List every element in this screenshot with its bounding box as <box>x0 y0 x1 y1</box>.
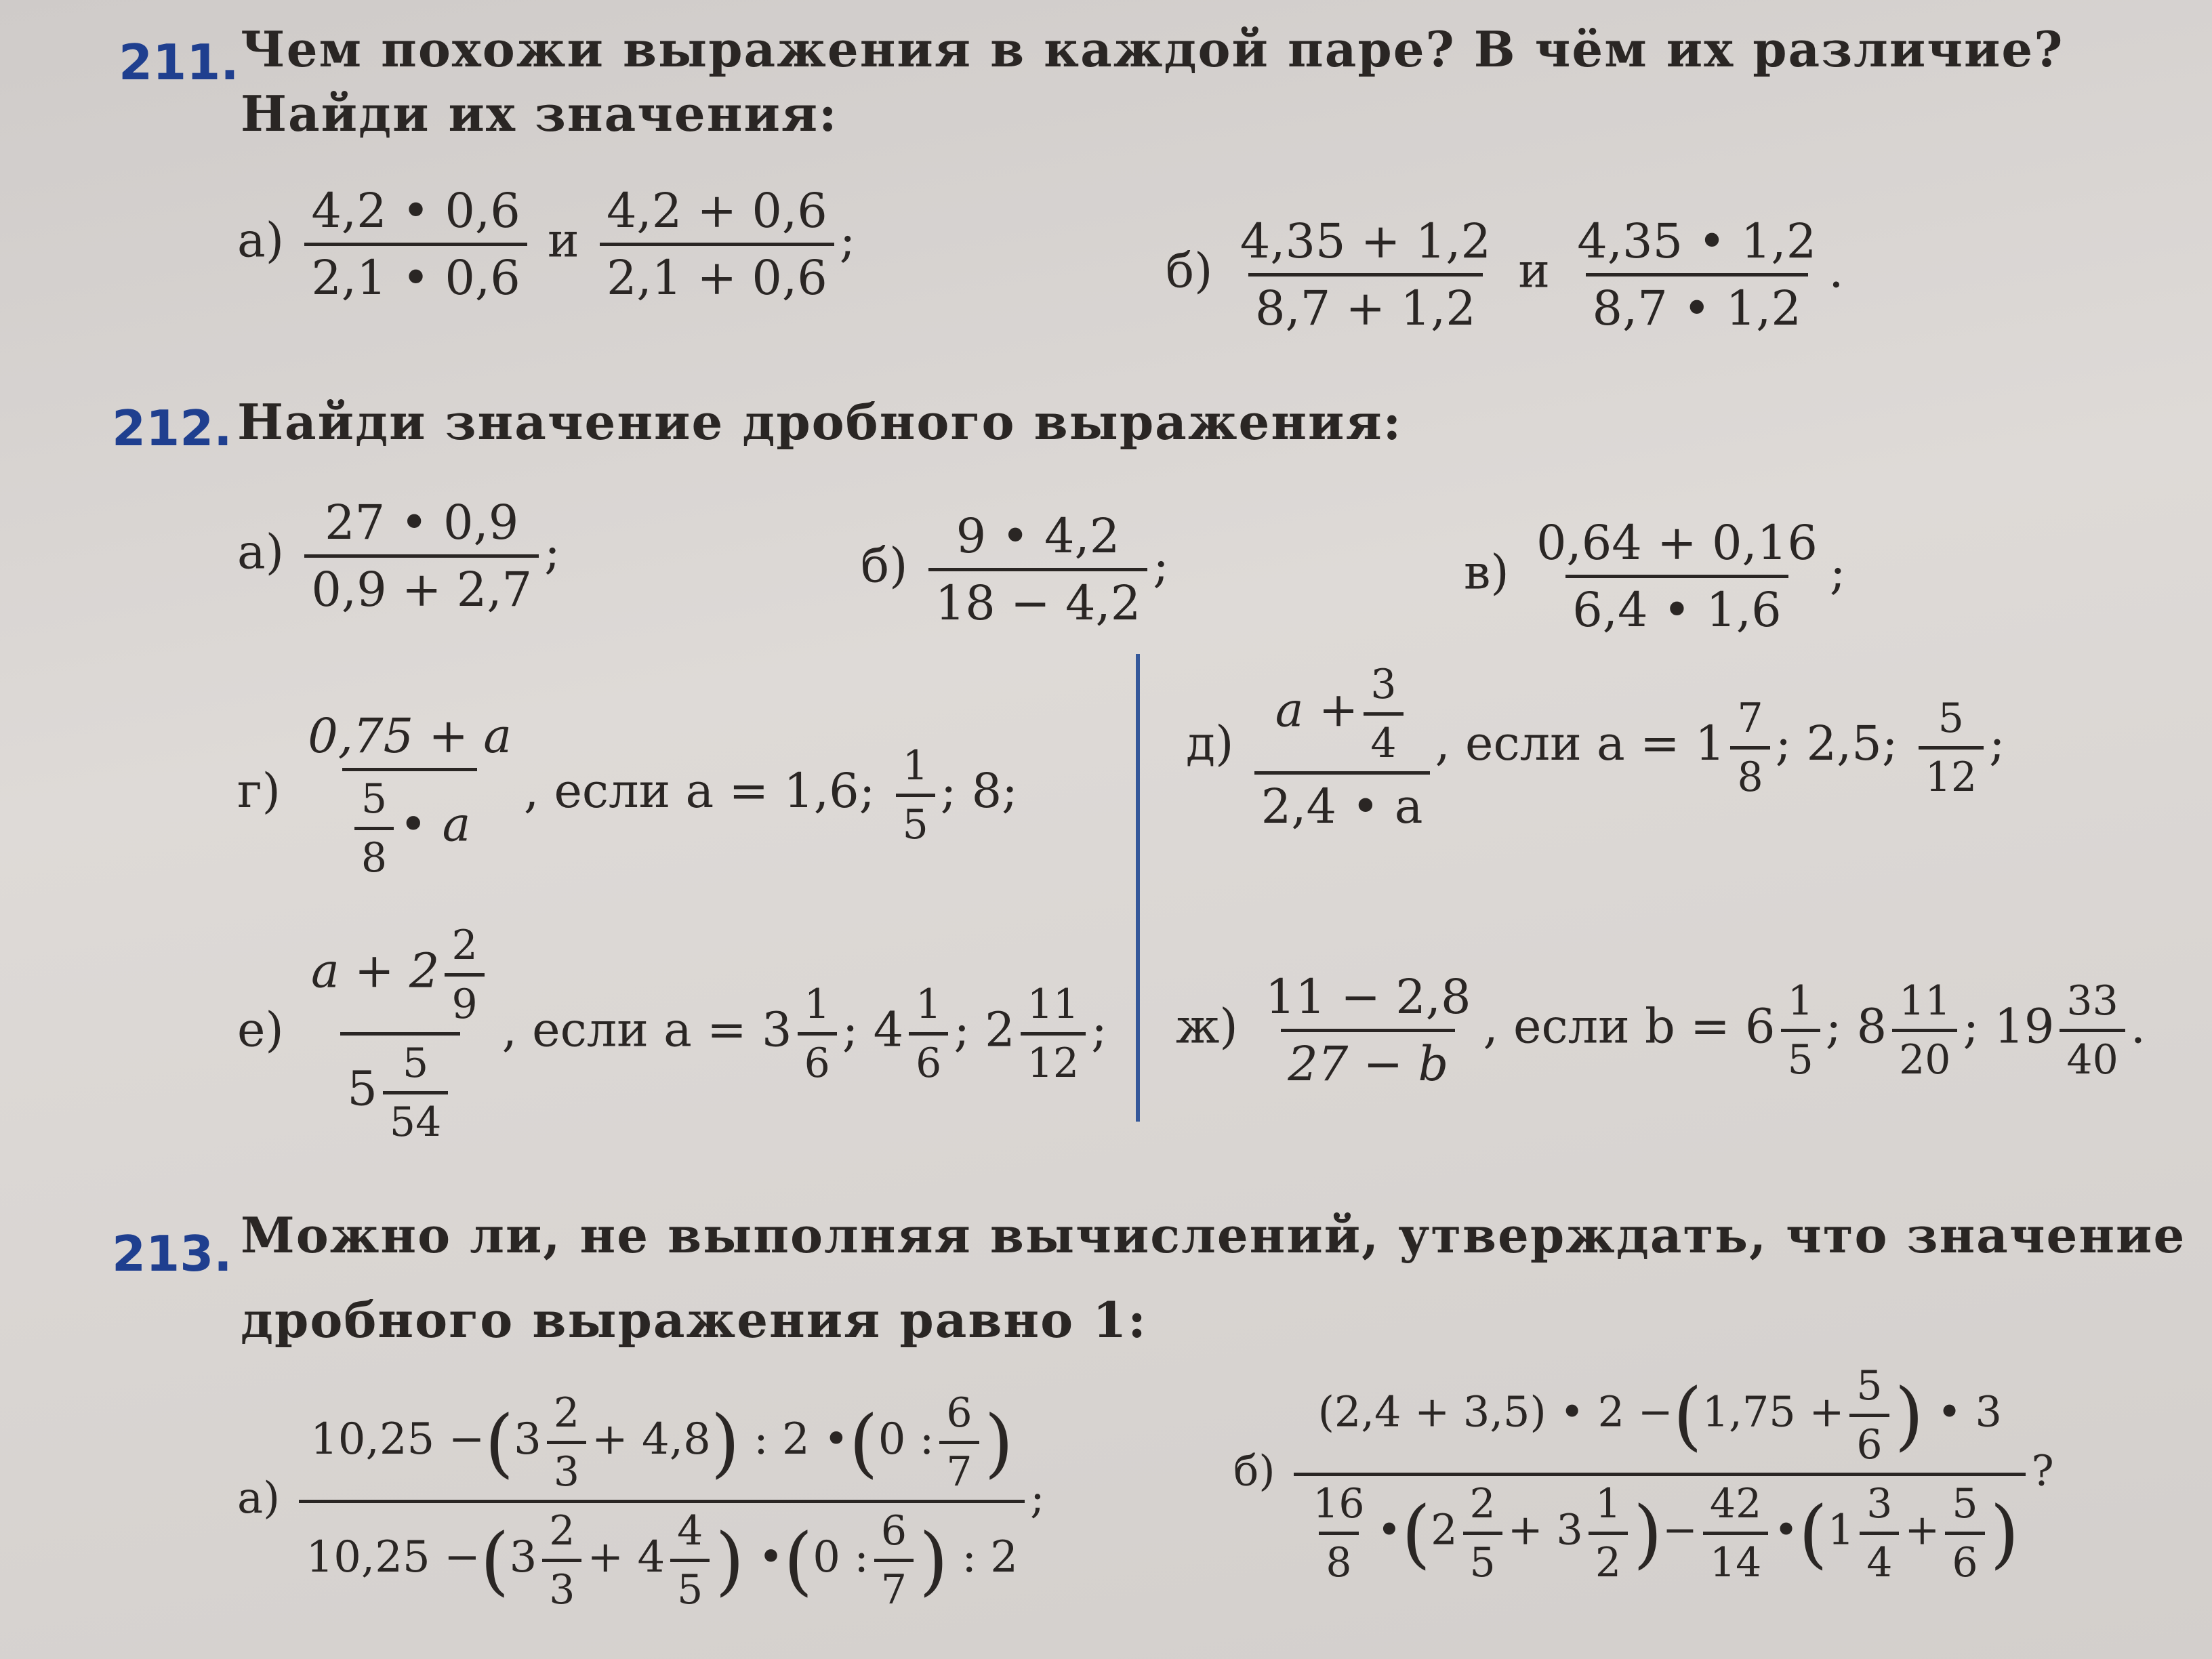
term: 0 : <box>878 1414 935 1465</box>
denominator: 5 <box>1781 1029 1820 1084</box>
problem-211-a <box>237 183 855 306</box>
fraction <box>2060 977 2125 1084</box>
condition-tail: . <box>2130 998 2146 1054</box>
problem-213-number: 213. <box>112 1225 232 1282</box>
separator: ; 8 <box>1825 998 1887 1054</box>
condition-tail: ; 8; <box>940 763 1018 819</box>
problem-212-v: в) $\frac{0,64 + 0,16}{6,4 • 1,6}$ ; <box>1464 515 1846 638</box>
punctuation: ; <box>839 212 856 268</box>
label-a: а) <box>237 1473 281 1523</box>
separator: ; 2 <box>954 1002 1015 1058</box>
term: : 2 • <box>754 1414 849 1465</box>
fraction <box>1258 969 1478 1092</box>
fraction <box>304 922 497 1146</box>
denominator: 4 <box>1860 1532 1899 1586</box>
fraction <box>1463 1480 1502 1586</box>
label-a: а) <box>237 524 285 580</box>
denominator: 5 <box>670 1559 710 1614</box>
denominator: 54 <box>383 1091 448 1146</box>
label-e: е) <box>237 1002 284 1058</box>
variable: a + <box>1275 682 1359 738</box>
numerator <box>304 922 497 1032</box>
numerator: 3 <box>1370 661 1397 708</box>
numerator: 6 <box>946 1389 972 1437</box>
denominator: 2,1 + 0,6 <box>600 243 834 306</box>
term: : 2 <box>962 1532 1018 1582</box>
fraction <box>1919 695 1984 801</box>
fraction <box>1294 1362 2026 1586</box>
problem-211-b <box>1166 213 1844 336</box>
numerator: 4 <box>677 1507 703 1555</box>
variable: a + 2 <box>311 943 440 999</box>
term: 10,25 − <box>306 1532 480 1582</box>
denominator: 2,1 • 0,6 <box>304 243 527 306</box>
fraction <box>304 183 527 306</box>
problem-211-question-line2: Найди их значения: <box>241 85 838 142</box>
fraction <box>1730 695 1769 801</box>
fraction <box>896 742 935 848</box>
numerator: 5 <box>403 1040 429 1087</box>
label-d: д) <box>1186 716 1234 771</box>
whole-part: 5 <box>347 1061 377 1117</box>
denominator: 6 <box>1849 1414 1889 1469</box>
conjunction: и <box>1518 243 1550 299</box>
numerator: 1 <box>902 741 928 790</box>
denominator: 7 <box>939 1441 979 1496</box>
denominator: 20 <box>1892 1029 1957 1084</box>
numerator: 42 <box>1709 1480 1762 1528</box>
numerator: 9 • 4,2 <box>956 508 1120 564</box>
fraction <box>1945 1480 1984 1586</box>
problem-212-b: б) $\frac{9 • 4,2}{18 - 4,2}$ ; <box>861 508 1169 631</box>
fraction <box>1781 977 1820 1084</box>
fraction <box>1254 661 1430 834</box>
fraction <box>542 1507 581 1614</box>
fraction <box>1530 515 1824 638</box>
numerator: 7 <box>1737 694 1763 742</box>
denominator: 12 <box>1919 746 1984 801</box>
label-g: г) <box>237 763 281 819</box>
fraction <box>547 1389 586 1496</box>
problem-212-zh <box>1176 969 2146 1092</box>
fraction <box>928 508 1148 631</box>
numerator: (2,4 + 3,5) • 2 −(1,75 + $\frac{5}{6}$ ) • 3 <box>1317 1362 2002 1469</box>
denominator: 8 <box>354 827 394 882</box>
label-zh: ж) <box>1176 998 1238 1054</box>
denominator: 3 <box>542 1559 581 1614</box>
numerator <box>1269 661 1416 771</box>
condition-mid: ; 2,5; <box>1775 716 1898 771</box>
denominator: 6 <box>798 1032 837 1087</box>
term: + 3 <box>1507 1504 1583 1555</box>
separator: ; 19 <box>1963 998 2055 1054</box>
problem-212-g <box>237 708 1018 882</box>
denominator: 14 <box>1703 1532 1768 1586</box>
numerator: 1 <box>1787 977 1814 1025</box>
numerator: 6 <box>880 1507 907 1555</box>
numerator: 27 • 0,9 <box>325 495 519 550</box>
fraction <box>600 183 834 306</box>
denominator: 7 <box>874 1559 914 1614</box>
term: 3 <box>514 1414 541 1465</box>
denominator <box>340 1032 460 1146</box>
term: • 3 <box>1937 1387 2002 1437</box>
numerator: 4,35 • 1,2 <box>1577 213 1817 269</box>
numerator: 11 <box>1027 981 1080 1028</box>
variable: • a <box>399 796 471 853</box>
numerator: 0,75 + a <box>308 708 512 764</box>
problem-211-question-line1: Чем похожи выражения в каждой паре? В чём их различие? <box>241 20 2064 78</box>
problem-212-number: 212. <box>112 400 232 457</box>
denominator <box>342 768 477 882</box>
denominator: 0,9 + 2,7 <box>304 554 539 617</box>
denominator: 6 <box>909 1032 948 1087</box>
fraction <box>1703 1480 1768 1586</box>
fraction <box>445 922 484 1028</box>
numerator: 2 <box>1469 1480 1496 1528</box>
term: (2,4 + 3,5) • 2 − <box>1317 1387 1673 1437</box>
fraction <box>354 775 394 882</box>
condition: , если b = 6 <box>1483 998 1776 1054</box>
numerator: 2 <box>553 1389 580 1437</box>
column-divider <box>1136 654 1140 1122</box>
fraction <box>1233 213 1498 336</box>
problem-212-d <box>1186 661 2005 834</box>
problem-213-question-line1: Можно ли, не выполняя вычислений, утверждать, что значение <box>241 1206 2186 1264</box>
denominator: 2 <box>1589 1532 1628 1586</box>
term: 2 <box>1431 1504 1458 1555</box>
term: • <box>1774 1504 1799 1555</box>
punctuation: . <box>1828 243 1844 299</box>
condition-tail: ; <box>1989 716 2005 771</box>
fraction <box>1860 1480 1899 1586</box>
numerator: 5 <box>361 775 388 823</box>
condition: , если a = 1 <box>1435 716 1725 771</box>
problem-213-b <box>1233 1362 2054 1586</box>
numerator: 16 <box>1313 1480 1365 1528</box>
denominator: 8 <box>1730 746 1769 801</box>
term: 0 : <box>813 1532 869 1582</box>
punctuation: ; <box>1030 1473 1045 1523</box>
label-a: а) <box>237 212 285 268</box>
denominator: 40 <box>2060 1029 2125 1084</box>
fraction <box>909 981 948 1087</box>
problem-212-e <box>237 922 1107 1146</box>
numerator: 11 <box>1899 977 1951 1025</box>
term: + <box>1904 1504 1940 1555</box>
condition-tail: ; <box>1091 1002 1107 1058</box>
denominator: 2,4 • a <box>1254 771 1430 834</box>
fraction <box>1570 213 1823 336</box>
numerator: 0,64 + 0,16 <box>1536 515 1818 571</box>
problem-212-a: а) $\frac{27 • 0,9}{0,9 + 2,7}$ ; <box>237 495 560 617</box>
label-v: в) <box>1464 544 1509 600</box>
fraction <box>1021 981 1086 1087</box>
punctuation: ? <box>2031 1446 2054 1496</box>
denominator: 18 − 4,2 <box>928 568 1148 631</box>
fraction <box>383 1040 448 1146</box>
denominator: 8,7 • 1,2 <box>1586 273 1808 336</box>
problem-211-number: 211. <box>119 34 239 91</box>
denominator: 4 <box>1364 712 1403 767</box>
fraction <box>301 708 518 882</box>
denominator: $\frac{16}{8}$ •(2 $\frac{2}{5}$ + 3 $\frac{1}{2}$ )− $\frac{42}{14}$ •(1 $\frac{3}{4}$ + $\frac{5}{6}$ ) <box>1294 1473 2026 1586</box>
numerator: 4,2 + 0,6 <box>606 183 827 239</box>
term: 10,25 − <box>310 1414 485 1465</box>
fraction <box>939 1389 979 1496</box>
separator: ; 4 <box>842 1002 904 1058</box>
fraction <box>299 1389 1025 1614</box>
condition: , если a = 1,6; <box>524 763 876 819</box>
denominator: 8 <box>1319 1532 1358 1586</box>
denominator: 5 <box>1463 1532 1502 1586</box>
numerator: 5 <box>1938 694 1964 742</box>
denominator: 6,4 • 1,6 <box>1565 575 1788 638</box>
term: • <box>1376 1504 1402 1555</box>
denominator: 10,25 −(3 $\frac{2}{3}$ + 4 $\frac{4}{5}$ ) •(0 : $\frac{6}{7}$ ) : 2 <box>299 1500 1025 1614</box>
numerator: 5 <box>1952 1480 1978 1528</box>
numerator: 2 <box>451 922 478 969</box>
numerator: 1 <box>804 981 830 1028</box>
numerator: 3 <box>1866 1480 1893 1528</box>
fraction <box>874 1507 914 1614</box>
fraction <box>1364 661 1403 767</box>
term: 1 <box>1827 1504 1855 1555</box>
term: + 4,8 <box>592 1414 711 1465</box>
numerator: 5 <box>1856 1362 1883 1410</box>
fraction <box>670 1507 710 1614</box>
problem-212-question: Найди значение дробного выражения: <box>237 393 1403 451</box>
fraction <box>1892 977 1957 1084</box>
label-b: б) <box>861 537 908 594</box>
denominator: 6 <box>1945 1532 1984 1586</box>
label-b: б) <box>1233 1446 1275 1496</box>
term: • <box>758 1532 784 1582</box>
denominator: 12 <box>1021 1032 1086 1087</box>
denominator: 5 <box>896 794 935 848</box>
numerator: 1 <box>916 981 942 1028</box>
problem-213-a <box>237 1389 1045 1614</box>
label-b: б) <box>1166 243 1213 299</box>
fraction <box>1589 1480 1628 1586</box>
numerator: 4,2 • 0,6 <box>311 183 520 239</box>
numerator: 4,35 + 1,2 <box>1240 213 1492 269</box>
fraction <box>1849 1362 1889 1469</box>
term: − <box>1662 1504 1698 1555</box>
numerator: 2 <box>549 1507 575 1555</box>
denominator: 9 <box>445 973 484 1028</box>
problem-213-question-line2: дробного выражения равно 1: <box>241 1291 1147 1349</box>
denominator: 8,7 + 1,2 <box>1248 273 1483 336</box>
denominator: 3 <box>547 1441 586 1496</box>
fraction <box>304 495 539 617</box>
term: 3 <box>509 1532 537 1582</box>
numerator: 10,25 −(3 $\frac{2}{3}$ + 4,8) : 2 •(0 : $\frac{6}{7}$ ) <box>310 1389 1014 1496</box>
numerator: 33 <box>2066 977 2118 1025</box>
conjunction: и <box>548 212 579 268</box>
term: + 4 <box>587 1532 665 1582</box>
term: 1,75 + <box>1702 1387 1845 1437</box>
denominator: 27 − b <box>1281 1029 1455 1092</box>
numerator: 11 − 2,8 <box>1265 969 1471 1025</box>
fraction <box>1306 1480 1371 1586</box>
fraction <box>798 981 837 1087</box>
condition: , если a = 3 <box>501 1002 792 1058</box>
numerator: 1 <box>1595 1480 1622 1528</box>
